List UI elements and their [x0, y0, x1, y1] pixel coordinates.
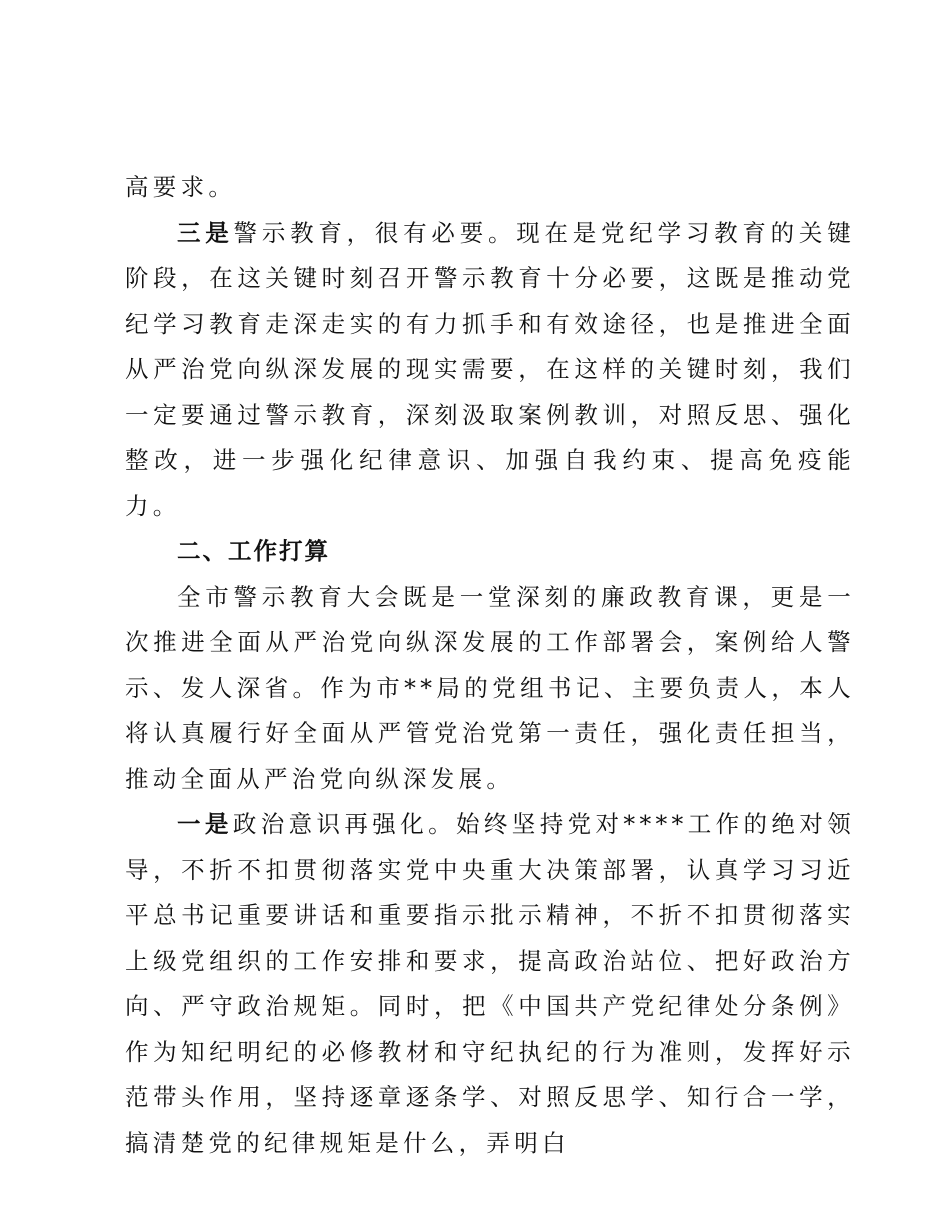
paragraph-lead: 一是 [177, 810, 233, 838]
paragraph-continuation [125, 165, 855, 211]
paragraph-work-plan [125, 575, 855, 803]
paragraph-text: 全市警示教育大会既是一堂深刻的廉政教育课，更是一次推进全面从严治党向纵深发展的工作部署会，案例给人警示、发人深省。作为市**局的党组书记、主要负责人，本人将认真履行好全面从严管党治党第一责任，强化责任担当，推动全面从严治党向纵深发展。 [125, 582, 855, 793]
paragraph-text: 警示教育，很有必要。现在是党纪学习教育的关键阶段，在这关键时刻召开警示教育十分必要，这既是推动党纪学习教育走深走实的有力抓手和有效途径，也是推进全面从严治党向纵深发展的现实需要，在这样的关键时刻，我们一定要通过警示教育，深刻汲取案例教训，对照反思、强化整改，进一步强化纪律意识、加强自我约束、提高免疫能力。 [125, 218, 855, 520]
paragraph-warning-education [125, 211, 855, 530]
paragraph-lead: 三是 [177, 218, 234, 247]
paragraph-political-awareness [125, 802, 855, 1166]
section-heading: 二、工作打算 [177, 537, 330, 565]
document-body [125, 165, 855, 1166]
paragraph-text: 政治意识再强化。始终坚持党对****工作的绝对领导，不折不扣贯彻落实党中央重大决策部署，认真学习习近平总书记重要讲话和重要指示批示精神，不折不扣贯彻落实上级党组织的工作安排和要求，提高政治站位、把好政治方向、严守政治规矩。同时，把《中国共产党纪律处分条例》作为知纪明纪的必修教材和守纪执纪的行为准则，发挥好示范带头作用，坚持逐章逐条学、对照反思学、知行合一学，搞清楚党的纪律规矩是什么，弄明白 [125, 810, 856, 1157]
paragraph-text: 高要求。 [125, 173, 237, 201]
